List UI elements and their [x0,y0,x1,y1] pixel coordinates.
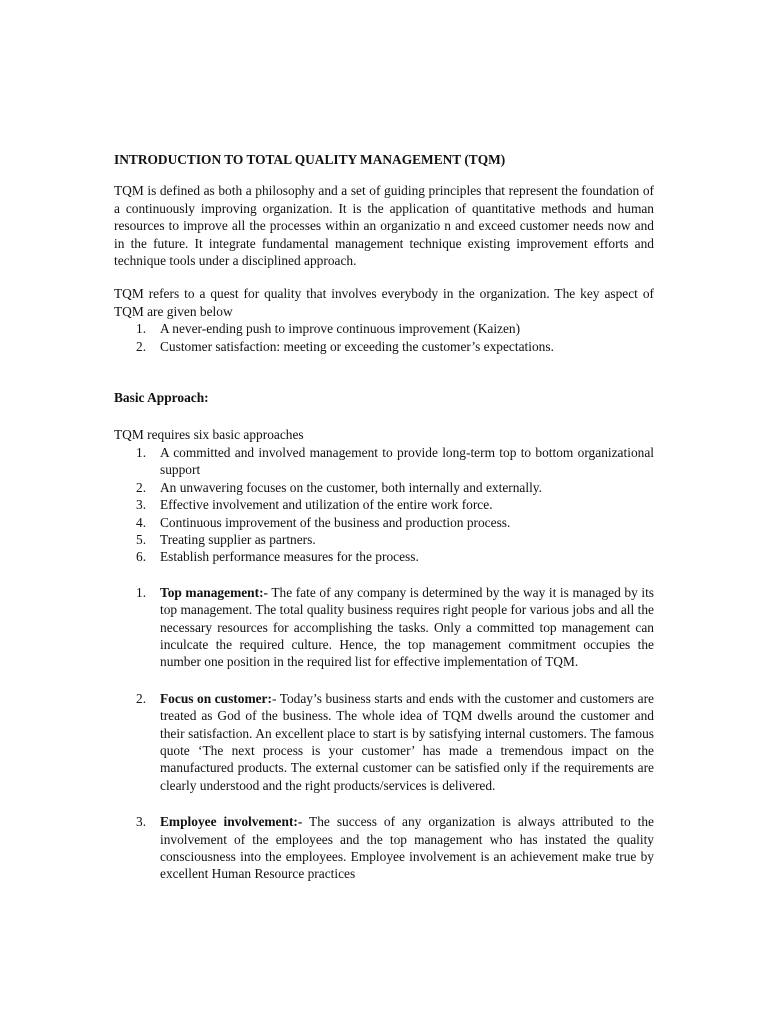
list-item [114,444,654,479]
list-number: 1. [136,584,147,600]
approaches-list [114,444,654,566]
detail-item-top-management [114,584,654,671]
detail-text: The success of any organization is always attributed to the involvement of the employees and the top management who has instated the quality consciousness into the employees. Employee involvement is an achievement make true by excellent Human Resource practices [160,814,654,882]
list-number: 1. [136,444,147,460]
list-number: 4. [136,514,147,530]
list-number: 1. [136,321,147,337]
list-item-text: Customer satisfaction: meeting or exceeding the customer’s expectations. [160,338,554,354]
detail-label: Top management:- [160,584,268,600]
intro-paragraph: TQM is defined as both a philosophy and a set of guiding principles that represent the foundation of a continuously improving organization. It is the application of quantitative methods and human resources to improve all the processes within an organizatio n and exceed customer needs now and in the future. It integrate fundamental management technique existing improvement efforts and technique tools under a disciplined approach. [114,183,654,269]
document-title: INTRODUCTION TO TOTAL QUALITY MANAGEMENT (TQM) [114,152,506,167]
list-item [114,320,654,337]
list-number: 6. [136,549,147,565]
list-item [114,479,654,496]
list-number: 2. [136,338,147,354]
detail-item-employee-involvement [114,813,654,883]
section-heading: Basic Approach: [114,390,209,406]
list-number: 5. [136,531,147,547]
list-number: 2. [136,690,147,706]
list-item-text: Continuous improvement of the business and production process. [160,514,511,530]
list-number: 3. [136,814,147,830]
list-item [114,338,654,355]
approaches-intro: TQM requires six basic approaches [114,427,304,443]
detail-label: Focus on customer: [160,690,272,706]
detail-item-focus-on-customer [114,690,654,794]
detail-text: - Today’s business starts and ends with the customer and customers are treated as God of the business. The whole idea of TQM dwells around the customer and their satisfaction. An excellent place to start is by satisfying internal customers. The famous quote ‘The next process is your customer’ has made a tremendous impact on the manufactured products. The external customer can be satisfied only if the requirements are clearly understood and the right products/services is delivered. [160,690,654,793]
list-item [114,496,654,513]
detail-text: The fate of any company is determined by the way it is managed by its top management. The total quality business requires right people for various jobs and all the necessary resources for accomplishing the tasks. Only a committed top management can inculcate the required culture. Hence, the top management commitment occupies the number one position in the required list for effective implementation of TQM. [160,584,655,670]
list-item [114,548,654,565]
key-aspects-list [114,320,654,355]
list-item-text: Establish performance measures for the process. [160,549,419,565]
list-item [114,531,654,548]
list-item-text: A never-ending push to improve continuous improvement (Kaizen) [160,321,521,337]
list-item-text: Treating supplier as partners. [160,531,316,547]
details-list [114,584,654,883]
list-item-text: Effective involvement and utilization of the entire work force. [160,497,493,513]
list-number: 2. [136,479,147,495]
list-item [114,514,654,531]
document-page [114,151,654,902]
list-number: 3. [136,497,147,513]
list-item-text: An unwavering focuses on the customer, both internally and externally. [160,479,542,495]
detail-label: Employee involvement:- [160,814,303,830]
list-item-text: A committed and involved management to provide long-term top to bottom organizational support [160,444,654,478]
quest-paragraph: TQM refers to a quest for quality that involves everybody in the organization. The key aspect of TQM are given below [114,286,654,319]
